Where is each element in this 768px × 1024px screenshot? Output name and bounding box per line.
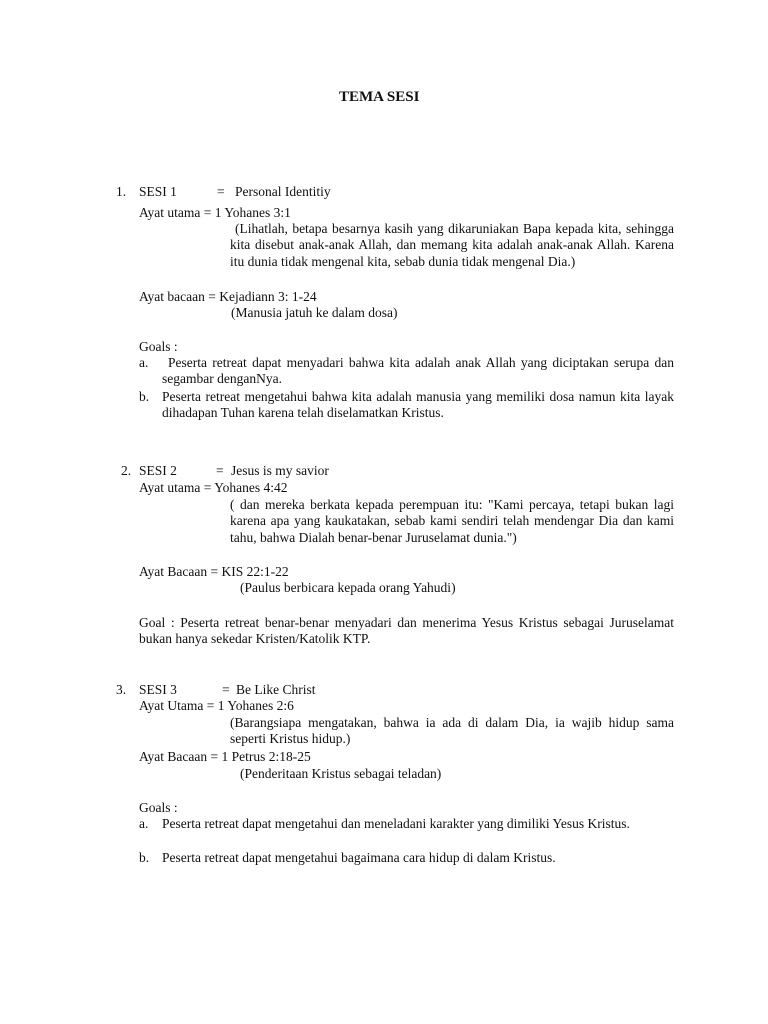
session-1-goal-b: Peserta retreat mengetahui bahwa kita adalah manusia yang memiliki dosa namun kita layak dihadapan Tuhan karena telah diselamatkan Kristus.	[162, 389, 674, 421]
session-2-ayat-bacaan-note: (Paulus berbicara kepada orang Yahudi)	[240, 580, 456, 595]
session-1-goal-a-marker: a.	[139, 355, 149, 370]
session-3-equals: =	[222, 682, 230, 697]
session-1-ayat-bacaan-note: (Manusia jatuh ke dalam dosa)	[231, 305, 398, 320]
session-1-ayat-utama: Ayat utama = 1 Yohanes 3:1	[139, 205, 291, 220]
session-3-theme: Be Like Christ	[236, 682, 316, 697]
session-3-number: 3.	[116, 682, 127, 697]
session-2-label: SESI 2	[139, 463, 177, 478]
session-2-goal: Goal : Peserta retreat benar-benar menyadari dan menerima Yesus Kristus sebagai Juruselamat bukan hanya sekedar Kristen/Katolik KTP.	[139, 615, 674, 647]
page-title: TEMA SESI	[339, 89, 420, 105]
session-2-theme: Jesus is my savior	[231, 463, 329, 478]
session-2-ayat-bacaan: Ayat Bacaan = KIS 22:1-22	[139, 564, 289, 579]
session-1-equals: =	[217, 184, 225, 199]
session-3-goal-a: Peserta retreat dapat mengetahui dan meneladani karakter yang dimiliki Yesus Kristus.	[162, 816, 630, 831]
session-1-label: SESI 1	[139, 184, 177, 199]
session-3-goals-label: Goals :	[139, 800, 178, 815]
session-1-ayat-utama-quote: (Lihatlah, betapa besarnya kasih yang dikaruniakan Bapa kepada kita, sehingga kita disebut anak-anak Allah, dan memang kita adalah anak-anak Allah. Karena itu dunia tidak mengenal kita, sebab dunia tidak mengenal Dia.)	[230, 221, 674, 269]
session-3-goal-a-marker: a.	[139, 816, 149, 831]
session-2-number: 2.	[121, 463, 132, 478]
session-3-ayat-bacaan-note: (Penderitaan Kristus sebagai teladan)	[240, 766, 442, 781]
session-1-theme: Personal Identitiy	[235, 184, 331, 199]
session-1-goal-b-marker: b.	[139, 389, 150, 404]
session-1-ayat-bacaan: Ayat bacaan = Kejadiann 3: 1-24	[139, 289, 317, 304]
session-3-label: SESI 3	[139, 682, 177, 697]
session-2-ayat-utama-quote: ( dan mereka berkata kepada perempuan itu: "Kami percaya, tetapi bukan lagi karena apa yang kaukatakan, sebab kami sendiri telah mendengar Dia dan kami tahu, bahwa Dialah benar-benar Juruselamat dunia.")	[230, 497, 674, 545]
session-3-ayat-utama-quote: (Barangsiapa mengatakan, bahwa ia ada di dalam Dia, ia wajib hidup sama seperti Kristus hidup.)	[230, 715, 674, 747]
session-3-ayat-utama: Ayat Utama = 1 Yohanes 2:6	[139, 698, 294, 713]
session-3-goal-b: Peserta retreat dapat mengetahui bagaimana cara hidup di dalam Kristus.	[162, 850, 556, 865]
session-1-number: 1.	[116, 184, 127, 199]
session-1-goals-label: Goals :	[139, 339, 178, 354]
session-3-goal-b-marker: b.	[139, 850, 150, 865]
session-1-goal-a: Peserta retreat dapat menyadari bahwa kita adalah anak Allah yang diciptakan serupa dan segambar denganNya.	[162, 355, 674, 387]
session-2-equals: =	[216, 463, 224, 478]
session-2-ayat-utama: Ayat utama = Yohanes 4:42	[139, 480, 288, 495]
session-3-ayat-bacaan: Ayat Bacaan = 1 Petrus 2:18-25	[139, 749, 311, 764]
